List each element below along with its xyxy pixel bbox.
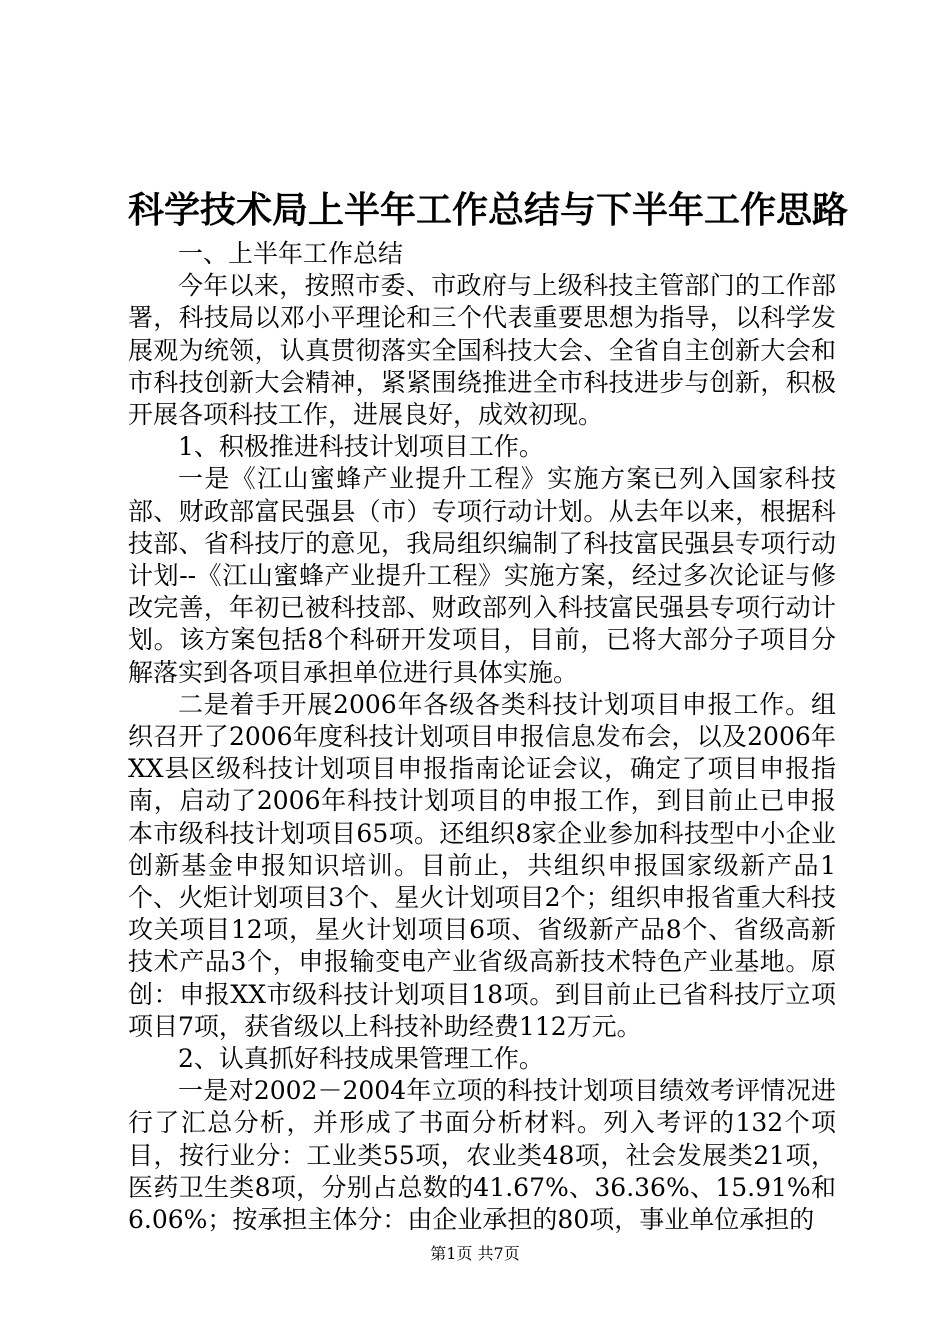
- section-heading: 一、上半年工作总结: [178, 239, 404, 268]
- document-body: [128, 238, 836, 1236]
- paragraph: 二是着手开展2006年各级各类科技计划项目申报工作。组织召开了2006年度科技计划项目申报信息发布会，以及2006年XX县区级科技计划项目申报指南论证会议，确定了项目申报指南，启动了2006年科技计划项目的申报工作，到目前止已申报本市级科技计划项目65项。还组织8家企业参加科技型中小企业创新基金申报知识培训。目前止，共组织申报国家级新产品1个、火炬计划项目3个、星火计划项目2个；组织申报省重大科技攻关项目12项，星火计划项目6项、省级新产品8个、省级高新技术产品3个，申报输变电产业省级高新技术特色产业基地。原创：申报XX市级科技计划项目18项。到目前止已省科技厅立项项目7项，获省级以上科技补助经费112万元。: [128, 689, 836, 1041]
- paragraph: 一是《江山蜜蜂产业提升工程》实施方案已列入国家科技部、财政部富民强县（市）专项行动计划。从去年以来，根据科技部、省科技厅的意见，我局组织编制了科技富民强县专项行动计划--《江山蜜蜂产业提升工程》实施方案，经过多次论证与修改完善，年初已被科技部、财政部列入科技富民强县专项行动计划。该方案包括8个科研开发项目，目前，已将大部分子项目分解落实到各项目承担单位进行具体实施。: [128, 464, 836, 687]
- page-number-footer: 第1页 共7页: [430, 1244, 520, 1263]
- paragraph: 今年以来，按照市委、市政府与上级科技主管部门的工作部署，科技局以邓小平理论和三个代表重要思想为指导，以科学发展观为统领，认真贯彻落实全国科技大会、全省自主创新大会和市科技创新大会精神，紧紧围绕推进全市科技进步与创新，积极开展各项科技工作，进展良好，成效初现。: [128, 271, 836, 430]
- subsection-heading: 2、认真抓好科技成果管理工作。: [178, 1044, 544, 1074]
- document-title: 科学技术局上半年工作总结与下半年工作思路: [128, 189, 849, 231]
- subsection-heading: 1、积极推进科技计划项目工作。: [178, 432, 544, 462]
- paragraph: 一是对2002－2004年立项的科技计划项目绩效考评情况进行了汇总分析，并形成了书面分析材料。列入考评的132个项目，按行业分：工业类55项，农业类48项，社会发展类21项，医药卫生类8项，分别占总数的41.67%、36.36%、15.91%和6.06%；按承担主体分：由企业承担的80项，事业单位承担的: [128, 1076, 836, 1235]
